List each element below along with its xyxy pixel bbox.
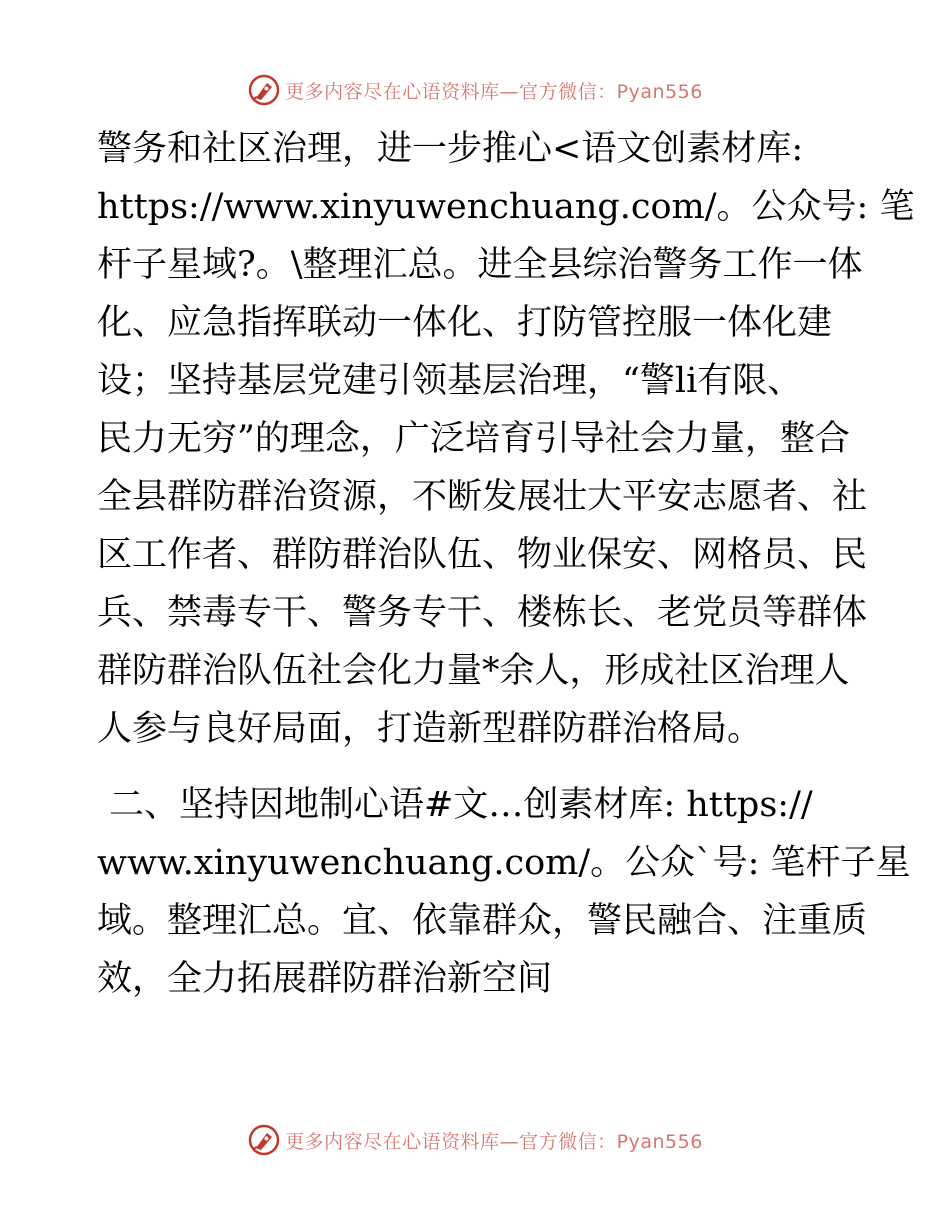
paragraph-gap xyxy=(97,758,857,776)
text-line: 化、应急指挥联动一体化、打防管控服一体化建 xyxy=(97,303,833,343)
text-line: 域。整理汇总。宜、依靠群众，警民融合、注重质 xyxy=(97,901,868,941)
text-line: 全县群防群治资源，不断发展壮大平安志愿者、社 xyxy=(97,477,868,517)
section-heading-line: 二、坚持因地制心语#文…创素材库: https:// xyxy=(109,785,813,825)
text-line: 杆子星域?。\整理汇总。进全县综治警务工作一体 xyxy=(97,245,863,285)
text-line: 区工作者、群防群治队伍、物业保安、网格员、民 xyxy=(97,535,868,575)
watermark-text: 更多内容尽在心语资料库—官方微信：Pyan556 xyxy=(285,80,703,103)
text-line: 设；坚持基层党建引领基层治理，“警li有限、 xyxy=(97,361,803,401)
paragraph-2 xyxy=(97,776,911,1008)
text-line: 警务和社区治理，进一步推心<语文创素材库: xyxy=(97,129,804,169)
text-line: 群防群治队伍社会化力量*余人，形成社区治理人 xyxy=(97,651,850,691)
text-line: https://www.xinyuwenchuang.com/。公众号: 笔 xyxy=(97,187,915,227)
text-line: www.xinyuwenchuang.com/。公众`号: 笔杆子星 xyxy=(97,843,911,883)
pen-nib-seal-icon xyxy=(247,1123,281,1157)
document-body xyxy=(97,120,915,1008)
header-watermark-banner xyxy=(0,70,950,110)
text-line: 人参与良好局面，打造新型群防群治格局。 xyxy=(97,709,763,749)
watermark-text: 更多内容尽在心语资料库—官方微信：Pyan556 xyxy=(285,1130,703,1153)
pen-nib-seal-icon xyxy=(247,73,281,107)
text-line: 效，全力拓展群防群治新空间 xyxy=(97,959,553,999)
paragraph-1 xyxy=(97,120,915,758)
text-line: 兵、禁毒专干、警务专干、楼栋长、老党员等群体 xyxy=(97,593,868,633)
footer-watermark-banner xyxy=(0,1120,950,1160)
text-line: 民力无穷”的理念，广泛培育引导社会力量，整合 xyxy=(97,419,850,459)
